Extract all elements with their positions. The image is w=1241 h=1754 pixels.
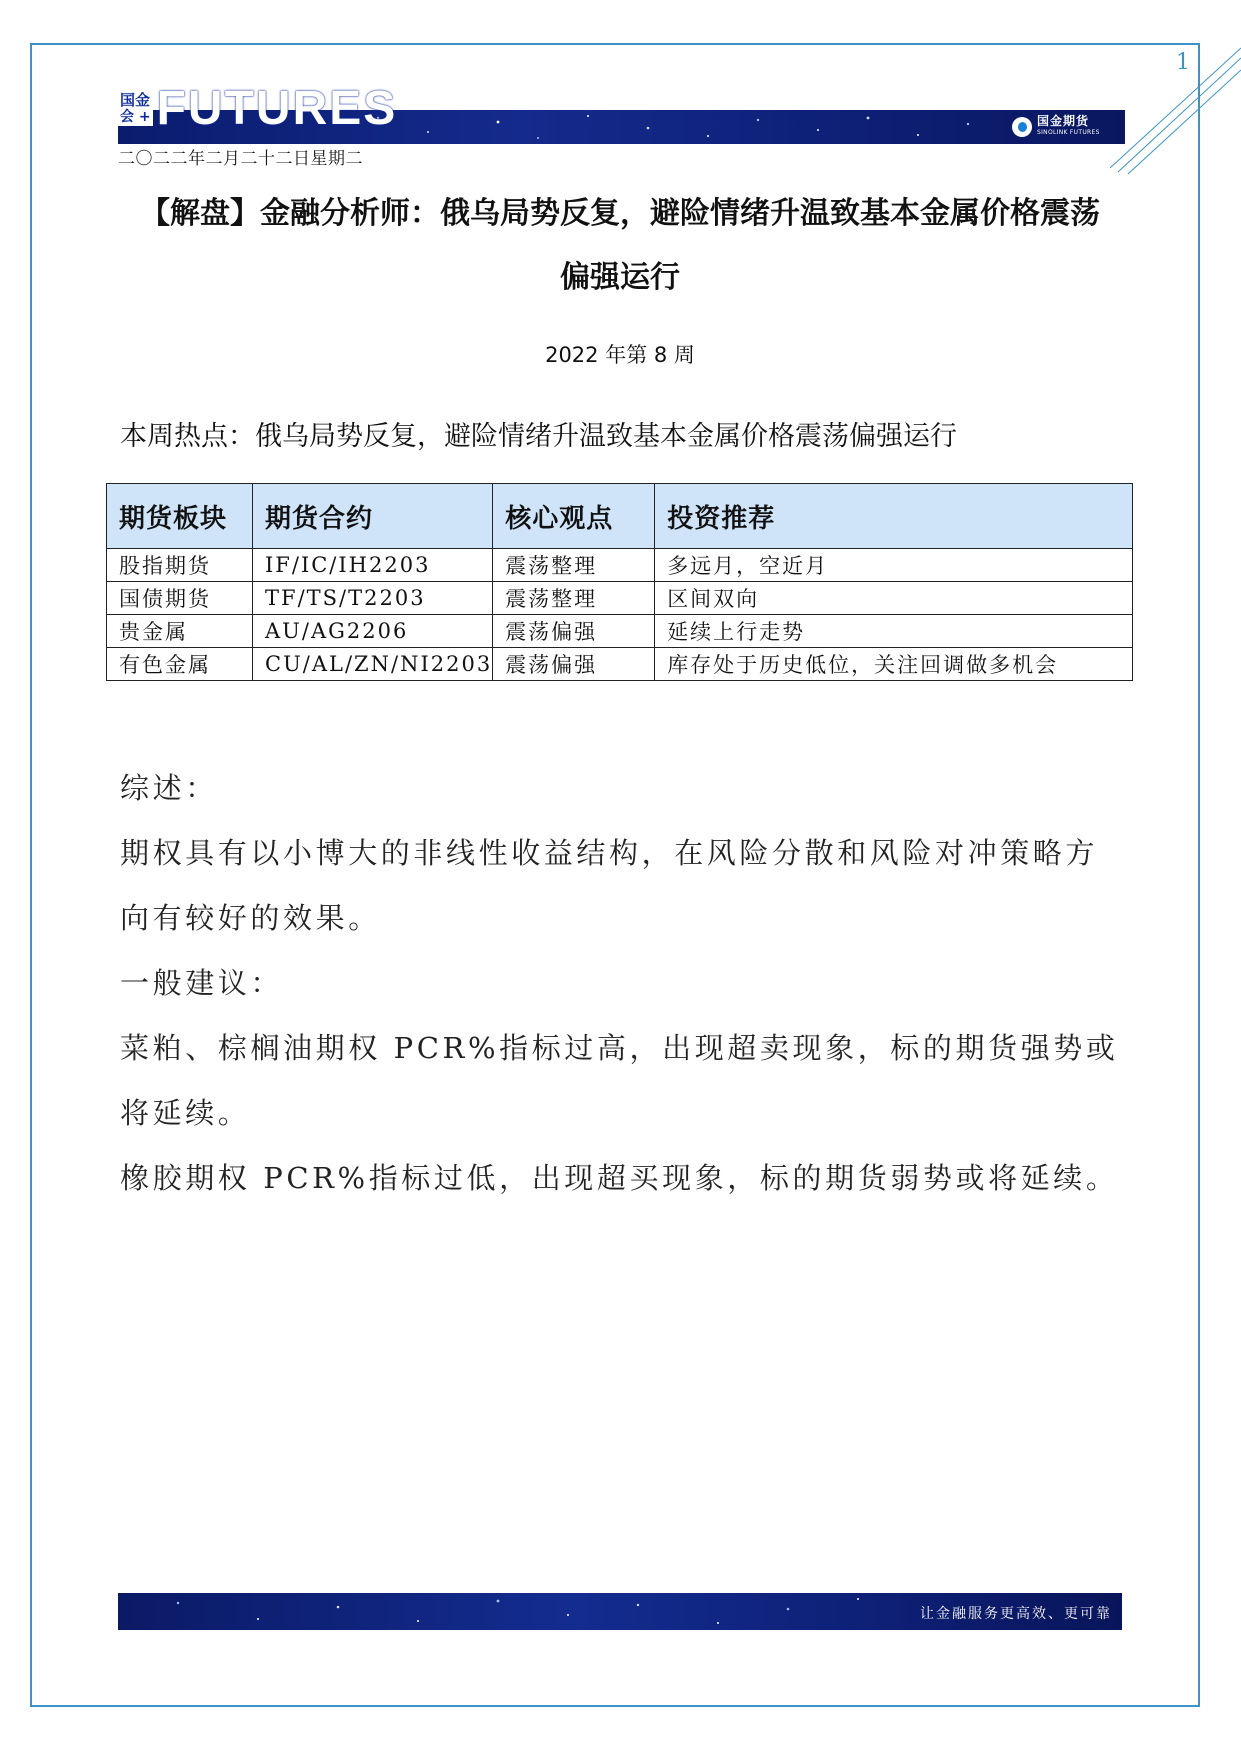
table-cell: 震荡整理 bbox=[493, 582, 655, 615]
table-row bbox=[107, 549, 1133, 582]
table-header-cell: 期货合约 bbox=[253, 484, 493, 549]
logo-futures-text: FUTURES bbox=[156, 82, 398, 135]
logo-cn-mark bbox=[118, 92, 153, 126]
table-cell: TF/TS/T2203 bbox=[253, 582, 493, 615]
title-line-1: 【解盘】金融分析师：俄乌局势反复，避险情绪升温致基本金属价格震荡 bbox=[140, 196, 1100, 231]
table-cell: 震荡偏强 bbox=[493, 648, 655, 681]
week-label: 2022 年第 8 周 bbox=[545, 343, 695, 367]
brand-en: SINOLINK FUTURES bbox=[1037, 129, 1100, 136]
table-cell: 股指期货 bbox=[107, 549, 253, 582]
table-row bbox=[107, 582, 1133, 615]
page-number: 1 bbox=[1176, 50, 1190, 75]
report-body bbox=[120, 756, 1124, 1211]
futures-logo bbox=[118, 82, 398, 135]
table-header-cell: 核心观点 bbox=[493, 484, 655, 549]
footer-slogan: 让金融服务更高效、更可靠 bbox=[920, 1606, 1112, 1622]
brand-text bbox=[1037, 116, 1100, 138]
table-cell: AU/AG2206 bbox=[253, 615, 493, 648]
hot-topic: 本周热点：俄乌局势反复，避险情绪升温致基本金属价格震荡偏强运行 bbox=[120, 421, 957, 452]
table-cell: 有色金属 bbox=[107, 648, 253, 681]
table-cell: 贵金属 bbox=[107, 615, 253, 648]
table-cell: 国债期货 bbox=[107, 582, 253, 615]
table-row bbox=[107, 615, 1133, 648]
advice-item-1: 菜粕、棕榈油期权 PCR%指标过高，出现超卖现象，标的期货强势或将延续。 bbox=[120, 1031, 1119, 1130]
table-cell: 区间双向 bbox=[655, 582, 1133, 615]
table-header-cell: 期货板块 bbox=[107, 484, 253, 549]
table-row bbox=[107, 648, 1133, 681]
table-cell: 延续上行走势 bbox=[655, 615, 1133, 648]
brand-cn: 国金期货 bbox=[1037, 114, 1090, 128]
table-header-cell: 投资推荐 bbox=[655, 484, 1133, 549]
table-cell: 震荡偏强 bbox=[493, 615, 655, 648]
summary-text: 期权具有以小博大的非线性收益结构，在风险分散和风险对冲策略方向有较好的效果。 bbox=[120, 836, 1099, 935]
table-cell: 库存处于历史低位，关注回调做多机会 bbox=[655, 648, 1133, 681]
advice-label: 一般建议： bbox=[120, 966, 284, 1000]
table-cell: 多远月，空近月 bbox=[655, 549, 1133, 582]
report-date: 二〇二二年二月二十二日星期二 bbox=[118, 149, 363, 169]
logo-cn-line1: 国金 bbox=[120, 91, 151, 109]
summary-label: 综述： bbox=[120, 771, 218, 805]
futures-summary-table bbox=[106, 483, 1133, 681]
sinolink-brand bbox=[1012, 116, 1100, 138]
table-cell: IF/IC/IH2203 bbox=[253, 549, 493, 582]
sinolink-logo-icon bbox=[1012, 117, 1032, 137]
footer-banner bbox=[118, 1593, 1122, 1630]
title-line-2: 偏强运行 bbox=[560, 260, 680, 295]
table-header-row bbox=[107, 484, 1133, 549]
table-cell: CU/AL/ZN/NI2203 bbox=[253, 648, 493, 681]
report-title bbox=[118, 182, 1122, 310]
table-cell: 震荡整理 bbox=[493, 549, 655, 582]
advice-item-2: 橡胶期权 PCR%指标过低，出现超买现象，标的期货弱势或将延续。 bbox=[120, 1161, 1119, 1195]
logo-cn-line2: 会 + bbox=[120, 109, 151, 125]
